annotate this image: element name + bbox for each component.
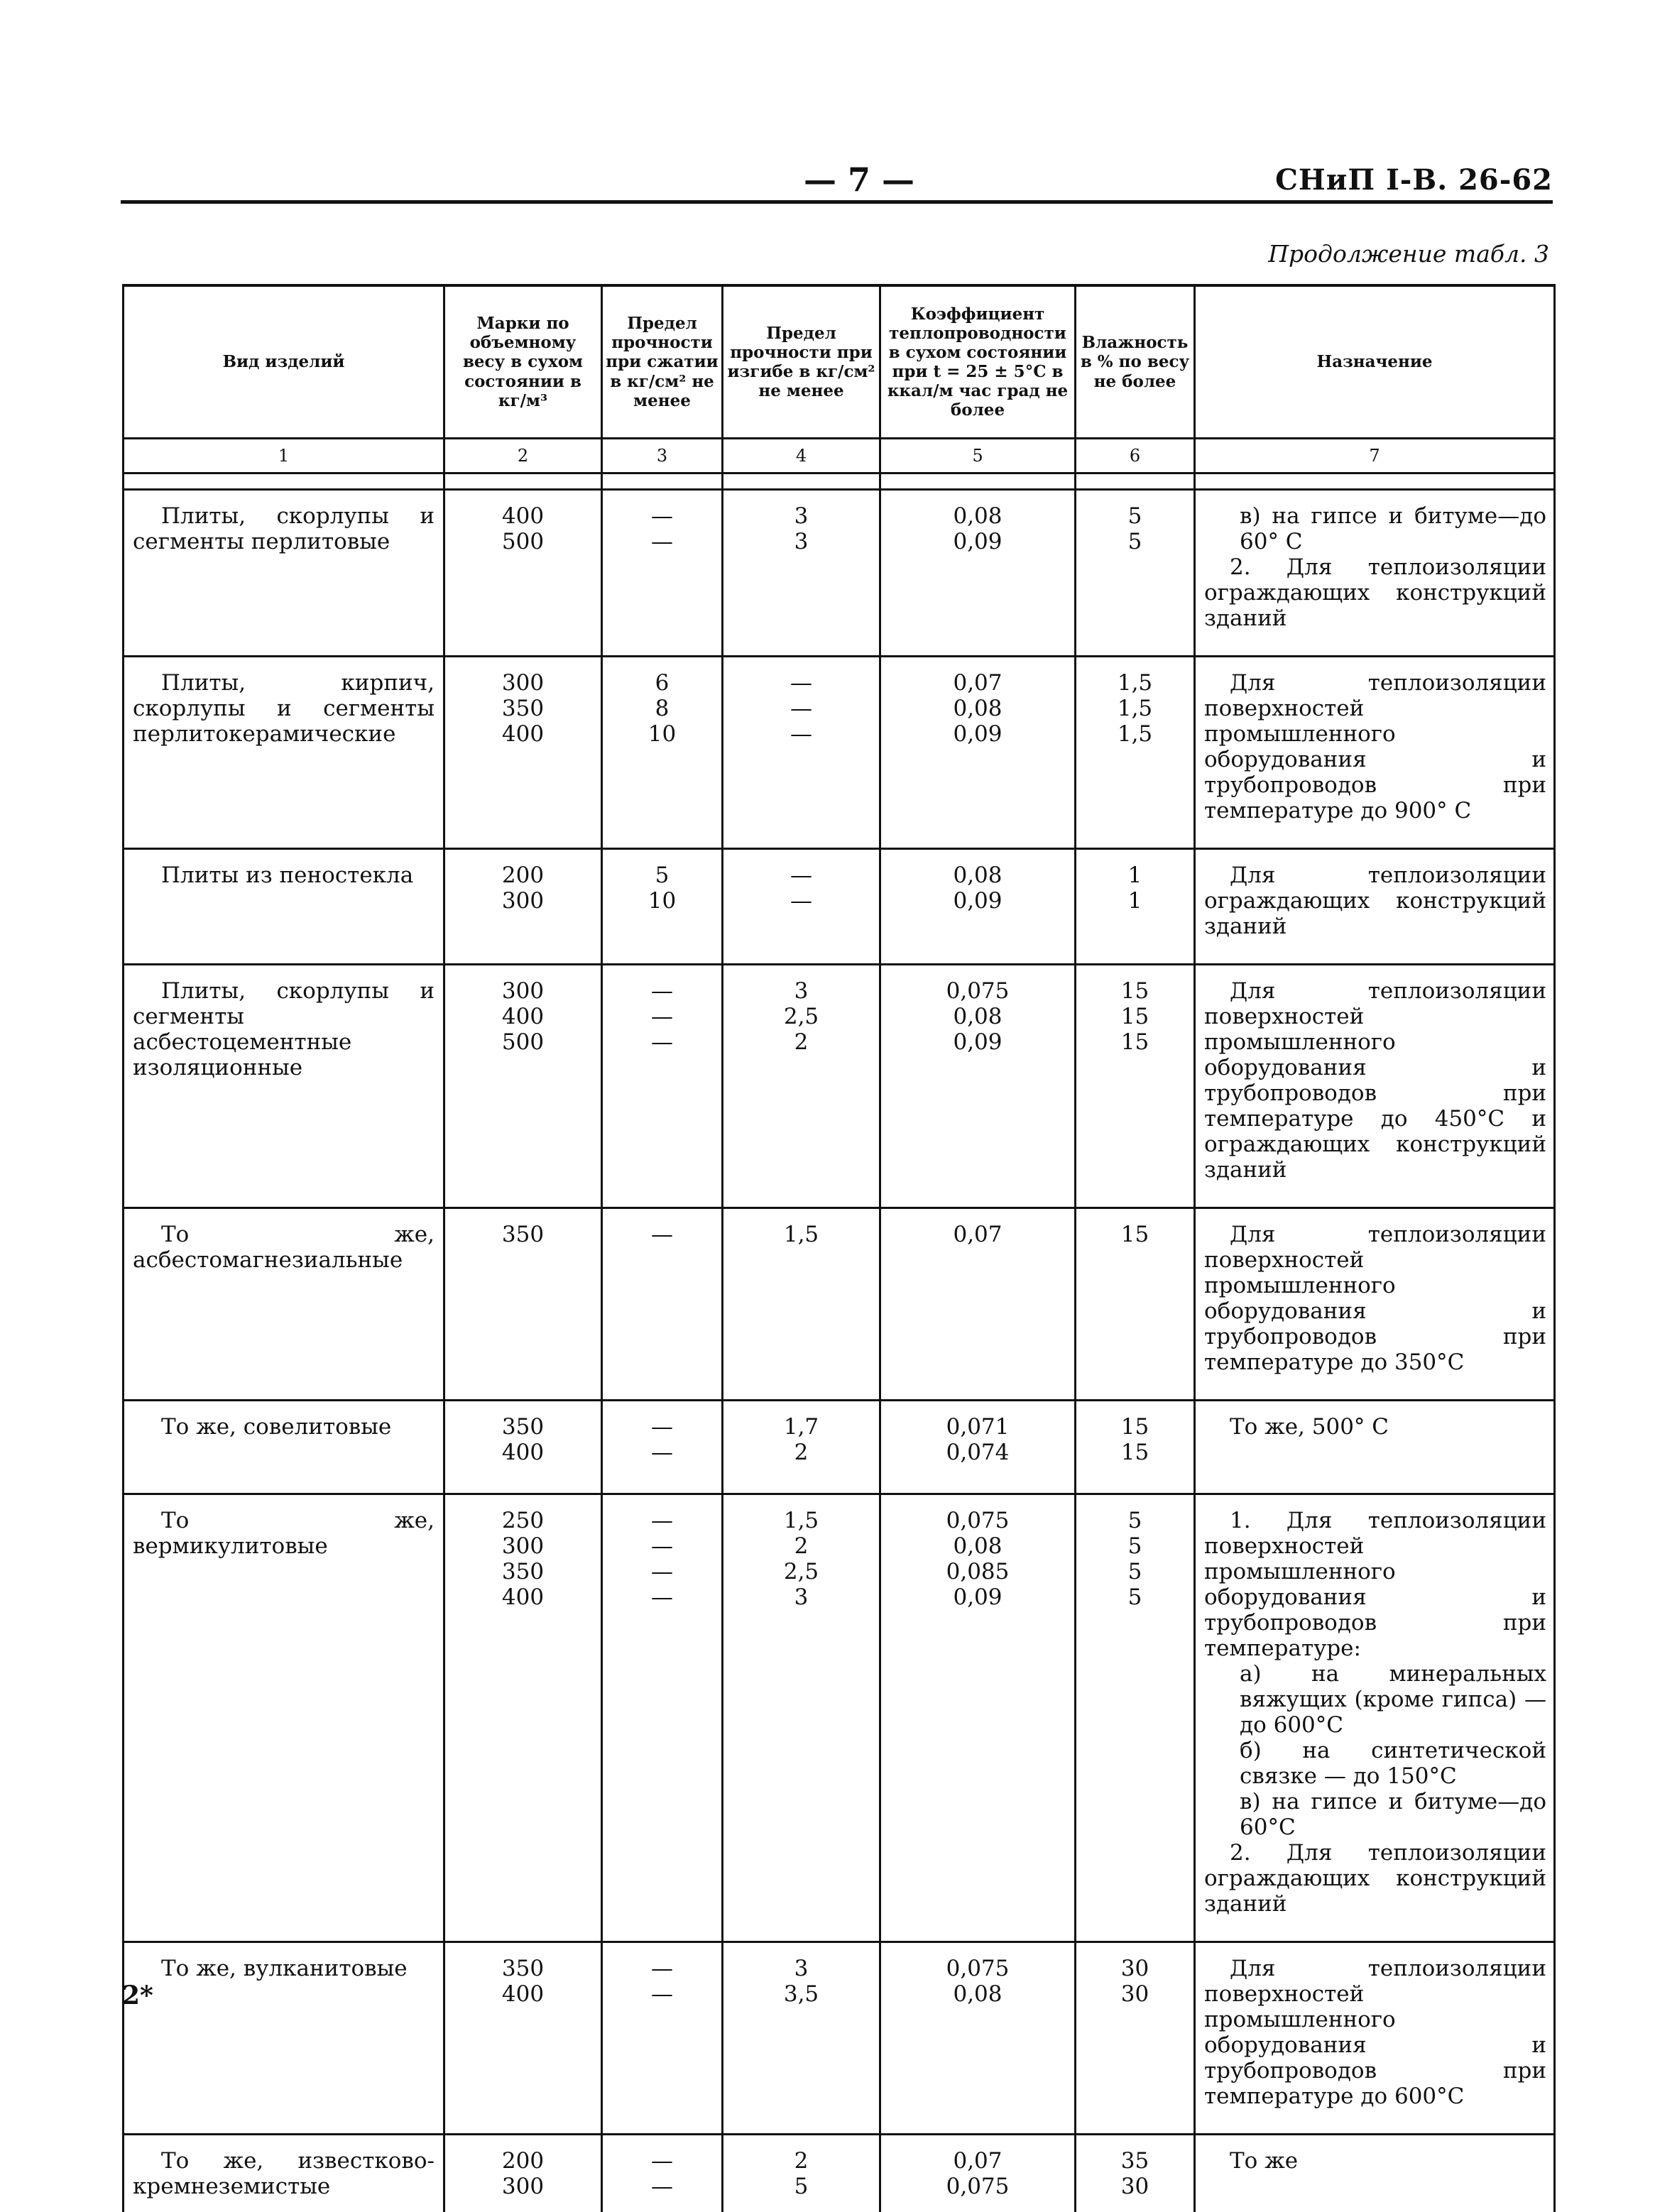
bending-values xyxy=(723,657,880,834)
separator-cell xyxy=(880,1193,1076,1208)
compression-values-line: — xyxy=(603,529,721,554)
separator-cell xyxy=(124,1479,444,1494)
density-grades xyxy=(444,849,602,950)
density-grades-line: 350 xyxy=(445,1956,601,1981)
humidity-values-line: 1 xyxy=(1076,888,1193,914)
bending-values xyxy=(723,1401,880,1479)
row-separator xyxy=(124,641,1555,657)
separator-cell xyxy=(444,1927,602,1942)
separator-cell xyxy=(444,1193,602,1208)
purpose-text-line: Для теплоизоляции поверхностей промышленного оборудования и трубопроводов при температуре до 600°С xyxy=(1204,1956,1546,2109)
compression-values-line: — xyxy=(603,1559,721,1584)
product-name: То же, вулканитовые xyxy=(124,1942,444,2119)
purpose-text xyxy=(1195,657,1555,834)
humidity-values-line: 30 xyxy=(1076,1956,1193,1981)
humidity-values-line: 15 xyxy=(1076,1222,1193,1247)
density-grades-line: 400 xyxy=(445,1004,601,1029)
purpose-text xyxy=(1195,1494,1555,1927)
compression-values xyxy=(602,490,723,642)
purpose-text xyxy=(1195,1208,1555,1386)
bending-values-line: 3 xyxy=(723,1584,879,1610)
conductivity-values-line: 0,08 xyxy=(881,1533,1074,1559)
humidity-values-line: 5 xyxy=(1076,1508,1193,1533)
conductivity-values-line: 0,08 xyxy=(881,696,1074,721)
separator-cell xyxy=(1076,473,1195,490)
density-grades xyxy=(444,1494,602,1927)
compression-values xyxy=(602,965,723,1193)
bending-values-line: 2 xyxy=(723,1533,879,1559)
conductivity-values xyxy=(880,657,1076,834)
purpose-text-line: То же, 500° С xyxy=(1204,1414,1546,1440)
column-number: 1 xyxy=(124,439,444,473)
document-code: СНиП I-В. 26-62 xyxy=(1275,163,1553,197)
conductivity-values-line: 0,085 xyxy=(881,1559,1074,1584)
row-separator xyxy=(124,1927,1555,1942)
bending-values-line: 3 xyxy=(723,978,879,1004)
compression-values xyxy=(602,849,723,950)
density-grades-line: 350 xyxy=(445,1222,601,1247)
separator-cell xyxy=(444,1479,602,1494)
product-name: Плиты, кирпич, скорлупы и сегменты перлитокерамические xyxy=(124,657,444,834)
separator-cell xyxy=(1195,833,1555,849)
conductivity-values xyxy=(880,2134,1076,2212)
conductivity-values-line: 0,08 xyxy=(881,863,1074,888)
bending-values xyxy=(723,1942,880,2119)
separator-cell xyxy=(1195,949,1555,965)
conductivity-values-line: 0,07 xyxy=(881,2148,1074,2174)
separator-cell xyxy=(1195,1927,1555,1942)
humidity-values-line: 5 xyxy=(1076,1533,1193,1559)
conductivity-values xyxy=(880,1401,1076,1479)
compression-values-line: 10 xyxy=(603,721,721,747)
purpose-text xyxy=(1195,849,1555,950)
humidity-values-line: 1,5 xyxy=(1076,721,1193,747)
conductivity-values-line: 0,08 xyxy=(881,1981,1074,2007)
header-thermal-conductivity: Коэффициент теплопроводности в сухом состоянии при t = 25 ± 5°С в ккал/м час град не более xyxy=(880,285,1076,439)
compression-values xyxy=(602,2134,723,2212)
conductivity-values xyxy=(880,1942,1076,2119)
separator-cell xyxy=(1076,1479,1195,1494)
separator-cell xyxy=(444,641,602,657)
table-row xyxy=(124,2134,1555,2212)
humidity-values xyxy=(1076,2134,1195,2212)
purpose-text xyxy=(1195,965,1555,1193)
table-row xyxy=(124,849,1555,950)
table-row xyxy=(124,657,1555,834)
column-number: 5 xyxy=(880,439,1076,473)
humidity-values-line: 15 xyxy=(1076,1004,1193,1029)
compression-values-line: — xyxy=(603,1584,721,1610)
compression-values xyxy=(602,657,723,834)
humidity-values-line: 30 xyxy=(1076,1981,1193,2007)
density-grades xyxy=(444,1942,602,2119)
separator-cell xyxy=(1195,473,1555,490)
header-compression-strength: Предел прочности при сжатии в кг/см² не менее xyxy=(602,285,723,439)
bending-values-line: 2,5 xyxy=(723,1559,879,1584)
bending-values-line: 3 xyxy=(723,529,879,554)
compression-values-line: 5 xyxy=(603,863,721,888)
density-grades xyxy=(444,965,602,1193)
separator-cell xyxy=(444,473,602,490)
density-grades-line: 500 xyxy=(445,529,601,554)
separator-cell xyxy=(1195,1193,1555,1208)
humidity-values-line: 1 xyxy=(1076,863,1193,888)
page-number: — 7 — xyxy=(781,160,937,199)
header-humidity: Влажность в % по весу не более xyxy=(1076,285,1195,439)
separator-cell xyxy=(124,833,444,849)
conductivity-values-line: 0,074 xyxy=(881,1440,1074,1465)
bending-values-line: — xyxy=(723,696,879,721)
bending-values-line: 3 xyxy=(723,1956,879,1981)
density-grades xyxy=(444,2134,602,2212)
density-grades-line: 400 xyxy=(445,1584,601,1610)
purpose-text xyxy=(1195,490,1555,642)
column-number: 6 xyxy=(1076,439,1195,473)
conductivity-values xyxy=(880,1494,1076,1927)
humidity-values xyxy=(1076,965,1195,1193)
density-grades-line: 400 xyxy=(445,721,601,747)
separator-cell xyxy=(602,833,723,849)
compression-values xyxy=(602,1494,723,1927)
table-continuation-label: Продолжение табл. 3 xyxy=(1268,240,1549,268)
separator-cell xyxy=(723,833,880,849)
conductivity-values-line: 0,09 xyxy=(881,1584,1074,1610)
compression-values xyxy=(602,1401,723,1479)
humidity-values-line: 15 xyxy=(1076,1440,1193,1465)
compression-values xyxy=(602,1208,723,1386)
purpose-text xyxy=(1195,2134,1555,2212)
humidity-values-line: 15 xyxy=(1076,978,1193,1004)
separator-cell xyxy=(880,833,1076,849)
separator-cell xyxy=(124,641,444,657)
product-name: То же, совелитовые xyxy=(124,1401,444,1479)
column-number: 3 xyxy=(602,439,723,473)
separator-cell xyxy=(880,949,1076,965)
product-name: То же, асбестомагнезиальные xyxy=(124,1208,444,1386)
row-separator xyxy=(124,1479,1555,1494)
bending-values-line: 2 xyxy=(723,1029,879,1055)
separator-cell xyxy=(444,1385,602,1401)
density-grades xyxy=(444,490,602,642)
humidity-values-line: 15 xyxy=(1076,1414,1193,1440)
humidity-values xyxy=(1076,490,1195,642)
separator-cell xyxy=(124,1385,444,1401)
density-grades-line: 300 xyxy=(445,1533,601,1559)
header-purpose: Назначение xyxy=(1195,285,1555,439)
bending-values xyxy=(723,849,880,950)
humidity-values xyxy=(1076,657,1195,834)
compression-values-line: — xyxy=(603,1956,721,1981)
conductivity-values-line: 0,071 xyxy=(881,1414,1074,1440)
humidity-values-line: 1,5 xyxy=(1076,670,1193,696)
separator-cell xyxy=(1076,1385,1195,1401)
bending-values xyxy=(723,1494,880,1927)
humidity-values-line: 35 xyxy=(1076,2148,1193,2174)
separator-cell xyxy=(602,1385,723,1401)
separator-cell xyxy=(602,1479,723,1494)
compression-values-line: — xyxy=(603,978,721,1004)
compression-values-line: — xyxy=(603,503,721,529)
bending-values xyxy=(723,1208,880,1386)
header-rule xyxy=(121,200,1553,204)
separator-cell xyxy=(444,2119,602,2135)
separator-cell xyxy=(880,1479,1076,1494)
density-grades-line: 350 xyxy=(445,1559,601,1584)
table-row xyxy=(124,1494,1555,1927)
header-bending-strength: Предел прочности при изгибе в кг/см² не менее xyxy=(723,285,880,439)
density-grades-line: 500 xyxy=(445,1029,601,1055)
conductivity-values xyxy=(880,490,1076,642)
product-name: Плиты из пеностекла xyxy=(124,849,444,950)
row-separator xyxy=(124,833,1555,849)
separator-cell xyxy=(723,1193,880,1208)
conductivity-values xyxy=(880,965,1076,1193)
separator-cell xyxy=(1195,1385,1555,1401)
separator-cell xyxy=(444,833,602,849)
bending-values-line: 5 xyxy=(723,2174,879,2199)
conductivity-values-line: 0,08 xyxy=(881,1004,1074,1029)
separator-cell xyxy=(124,1927,444,1942)
bending-values xyxy=(723,490,880,642)
density-grades xyxy=(444,657,602,834)
separator-cell xyxy=(602,1927,723,1942)
separator-cell xyxy=(124,1193,444,1208)
density-grades-line: 350 xyxy=(445,1414,601,1440)
separator-cell xyxy=(1076,641,1195,657)
header-product-type: Вид изделий xyxy=(124,285,444,439)
purpose-text-line: Для теплоизоляции ограждающих конструкций зданий xyxy=(1204,863,1546,939)
density-grades-line: 200 xyxy=(445,2148,601,2174)
conductivity-values-line: 0,09 xyxy=(881,529,1074,554)
humidity-values-line: 5 xyxy=(1076,529,1193,554)
density-grades-line: 300 xyxy=(445,2174,601,2199)
humidity-values xyxy=(1076,1401,1195,1479)
table-container xyxy=(122,284,1553,2212)
separator-cell xyxy=(723,1479,880,1494)
bending-values-line: — xyxy=(723,721,879,747)
bending-values xyxy=(723,2134,880,2212)
compression-values-line: — xyxy=(603,1004,721,1029)
conductivity-values-line: 0,075 xyxy=(881,2174,1074,2199)
bending-values-line: 2,5 xyxy=(723,1004,879,1029)
header-density-grade: Марки по объемному весу в сухом состоянии в кг/м³ xyxy=(444,285,602,439)
separator-cell xyxy=(602,473,723,490)
bending-values-line: 1,5 xyxy=(723,1222,879,1247)
purpose-text-line: 2. Для теплоизоляции ограждающих конструкций зданий xyxy=(1204,554,1546,631)
separator-cell xyxy=(602,949,723,965)
compression-values-line: — xyxy=(603,1533,721,1559)
purpose-text-line: 2. Для теплоизоляции ограждающих конструкций зданий xyxy=(1204,1840,1546,1917)
humidity-values xyxy=(1076,849,1195,950)
density-grades xyxy=(444,1208,602,1386)
separator-cell xyxy=(602,641,723,657)
bending-values xyxy=(723,965,880,1193)
separator-cell xyxy=(723,473,880,490)
table-body xyxy=(124,473,1555,2212)
purpose-text-line: в) на гипсе и битуме—до 60°С xyxy=(1204,1789,1546,1840)
density-grades-line: 300 xyxy=(445,888,601,914)
row-separator xyxy=(124,1385,1555,1401)
compression-values-line: — xyxy=(603,2148,721,2174)
humidity-values-line: 5 xyxy=(1076,1559,1193,1584)
bending-values-line: 2 xyxy=(723,1440,879,1465)
separator-cell xyxy=(602,1193,723,1208)
conductivity-values-line: 0,075 xyxy=(881,1508,1074,1533)
conductivity-values xyxy=(880,849,1076,950)
conductivity-values-line: 0,09 xyxy=(881,888,1074,914)
column-number: 7 xyxy=(1195,439,1555,473)
separator-cell xyxy=(880,1927,1076,1942)
column-number: 2 xyxy=(444,439,602,473)
compression-values-line: — xyxy=(603,1222,721,1247)
humidity-values-line: 15 xyxy=(1076,1029,1193,1055)
separator-cell xyxy=(124,473,444,490)
humidity-values-line: 30 xyxy=(1076,2174,1193,2199)
density-grades-line: 400 xyxy=(445,503,601,529)
row-separator xyxy=(124,473,1555,490)
table-row xyxy=(124,1942,1555,2119)
bending-values-line: — xyxy=(723,670,879,696)
compression-values-line: — xyxy=(603,1440,721,1465)
purpose-text-line: 1. Для теплоизоляции поверхностей промышленного оборудования и трубопроводов при температуре: xyxy=(1204,1508,1546,1661)
compression-values-line: 10 xyxy=(603,888,721,914)
conductivity-values-line: 0,075 xyxy=(881,978,1074,1004)
table-row xyxy=(124,965,1555,1193)
bending-values-line: — xyxy=(723,888,879,914)
separator-cell xyxy=(1076,2119,1195,2135)
separator-cell xyxy=(723,1927,880,1942)
row-separator xyxy=(124,949,1555,965)
separator-cell xyxy=(1076,1193,1195,1208)
page-footer-mark: 2* xyxy=(122,1981,153,2010)
separator-cell xyxy=(880,1385,1076,1401)
compression-values-line: — xyxy=(603,1981,721,2007)
conductivity-values-line: 0,075 xyxy=(881,1956,1074,1981)
density-grades-line: 400 xyxy=(445,1440,601,1465)
density-grades-line: 300 xyxy=(445,670,601,696)
compression-values xyxy=(602,1942,723,2119)
density-grades-line: 300 xyxy=(445,978,601,1004)
separator-cell xyxy=(880,2119,1076,2135)
compression-values-line: 6 xyxy=(603,670,721,696)
compression-values-line: — xyxy=(603,1414,721,1440)
table-row xyxy=(124,490,1555,642)
conductivity-values-line: 0,09 xyxy=(881,721,1074,747)
purpose-text-line: Для теплоизоляции поверхностей промышленного оборудования и трубопроводов при температуре до 350°С xyxy=(1204,1222,1546,1375)
separator-cell xyxy=(723,1385,880,1401)
bending-values-line: 3,5 xyxy=(723,1981,879,2007)
separator-cell xyxy=(723,949,880,965)
separator-cell xyxy=(1076,1927,1195,1942)
purpose-text-line: Для теплоизоляции поверхностей промышленного оборудования и трубопроводов при температуре до 450°С и ограждающих конструкций зданий xyxy=(1204,978,1546,1183)
density-grades xyxy=(444,1401,602,1479)
bending-values-line: 2 xyxy=(723,2148,879,2174)
density-grades-line: 200 xyxy=(445,863,601,888)
row-separator xyxy=(124,1193,1555,1208)
separator-cell xyxy=(1195,1479,1555,1494)
separator-cell xyxy=(1076,833,1195,849)
product-name: Плиты, скорлупы и сегменты перлитовые xyxy=(124,490,444,642)
separator-cell xyxy=(1195,2119,1555,2135)
separator-cell xyxy=(723,641,880,657)
compression-values-line: — xyxy=(603,1029,721,1055)
separator-cell xyxy=(880,641,1076,657)
separator-cell xyxy=(124,949,444,965)
column-number: 4 xyxy=(723,439,880,473)
conductivity-values-line: 0,08 xyxy=(881,503,1074,529)
purpose-text xyxy=(1195,1942,1555,2119)
humidity-values xyxy=(1076,1208,1195,1386)
separator-cell xyxy=(1076,949,1195,965)
purpose-text-line: Для теплоизоляции поверхностей промышленного оборудования и трубопроводов при температуре до 900° С xyxy=(1204,670,1546,823)
bending-values-line: 3 xyxy=(723,503,879,529)
bending-values-line: 1,5 xyxy=(723,1508,879,1533)
conductivity-values xyxy=(880,1208,1076,1386)
product-name: То же, известково-кремнеземистые xyxy=(124,2134,444,2212)
separator-cell xyxy=(444,949,602,965)
humidity-values-line: 1,5 xyxy=(1076,696,1193,721)
purpose-text xyxy=(1195,1401,1555,1479)
conductivity-values-line: 0,09 xyxy=(881,1029,1074,1055)
purpose-text-line: в) на гипсе и битуме—до 60° С xyxy=(1204,503,1546,554)
purpose-text-line: а) на минеральных вяжущих (кроме гипса) — до 600°С xyxy=(1204,1661,1546,1738)
conductivity-values-line: 0,07 xyxy=(881,1222,1074,1247)
conductivity-values-line: 0,07 xyxy=(881,670,1074,696)
purpose-text-line: б) на синтетической связке — до 150°С xyxy=(1204,1738,1546,1789)
humidity-values xyxy=(1076,1494,1195,1927)
product-name: То же, вермикулитовые xyxy=(124,1494,444,1927)
table-row xyxy=(124,1401,1555,1479)
density-grades-line: 400 xyxy=(445,1981,601,2007)
humidity-values-line: 5 xyxy=(1076,1584,1193,1610)
table-row xyxy=(124,1208,1555,1386)
compression-values-line: — xyxy=(603,2174,721,2199)
product-name: Плиты, скорлупы и сегменты асбестоцементные изоляционные xyxy=(124,965,444,1193)
bending-values-line: — xyxy=(723,863,879,888)
purpose-text-line: То же xyxy=(1204,2148,1546,2174)
humidity-values-line: 5 xyxy=(1076,503,1193,529)
separator-cell xyxy=(124,2119,444,2135)
products-table xyxy=(122,284,1556,2212)
humidity-values xyxy=(1076,1942,1195,2119)
separator-cell xyxy=(1195,641,1555,657)
separator-cell xyxy=(723,2119,880,2135)
bending-values-line: 1,7 xyxy=(723,1414,879,1440)
density-grades-line: 350 xyxy=(445,696,601,721)
separator-cell xyxy=(880,473,1076,490)
separator-cell xyxy=(602,2119,723,2135)
row-separator xyxy=(124,2119,1555,2135)
compression-values-line: — xyxy=(603,1508,721,1533)
compression-values-line: 8 xyxy=(603,696,721,721)
density-grades-line: 250 xyxy=(445,1508,601,1533)
